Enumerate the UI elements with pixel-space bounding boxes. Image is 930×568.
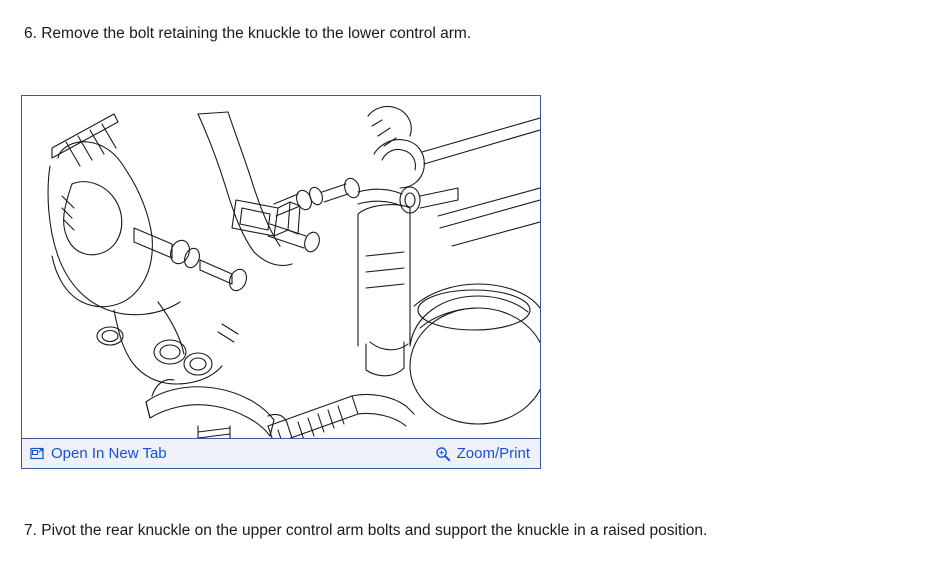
- zoom-print-button[interactable]: [435, 445, 530, 463]
- step-7-text: 7. Pivot the rear knuckle on the upper control arm bolts and support the knuckle in a raised position.: [24, 522, 708, 539]
- figure-toolbar: [22, 438, 540, 468]
- open-in-new-tab-label: Open In New Tab: [51, 444, 167, 462]
- zoom-print-label: Zoom/Print: [456, 444, 530, 462]
- step-6-text: 6. Remove the bolt retaining the knuckle to the lower control arm.: [24, 25, 472, 42]
- open-in-new-tab-button[interactable]: [30, 445, 167, 463]
- figure-container: [21, 95, 541, 469]
- suspension-diagram-image: [22, 96, 540, 438]
- open-in-new-tab-icon: [30, 446, 45, 461]
- magnifier-icon: [435, 446, 451, 462]
